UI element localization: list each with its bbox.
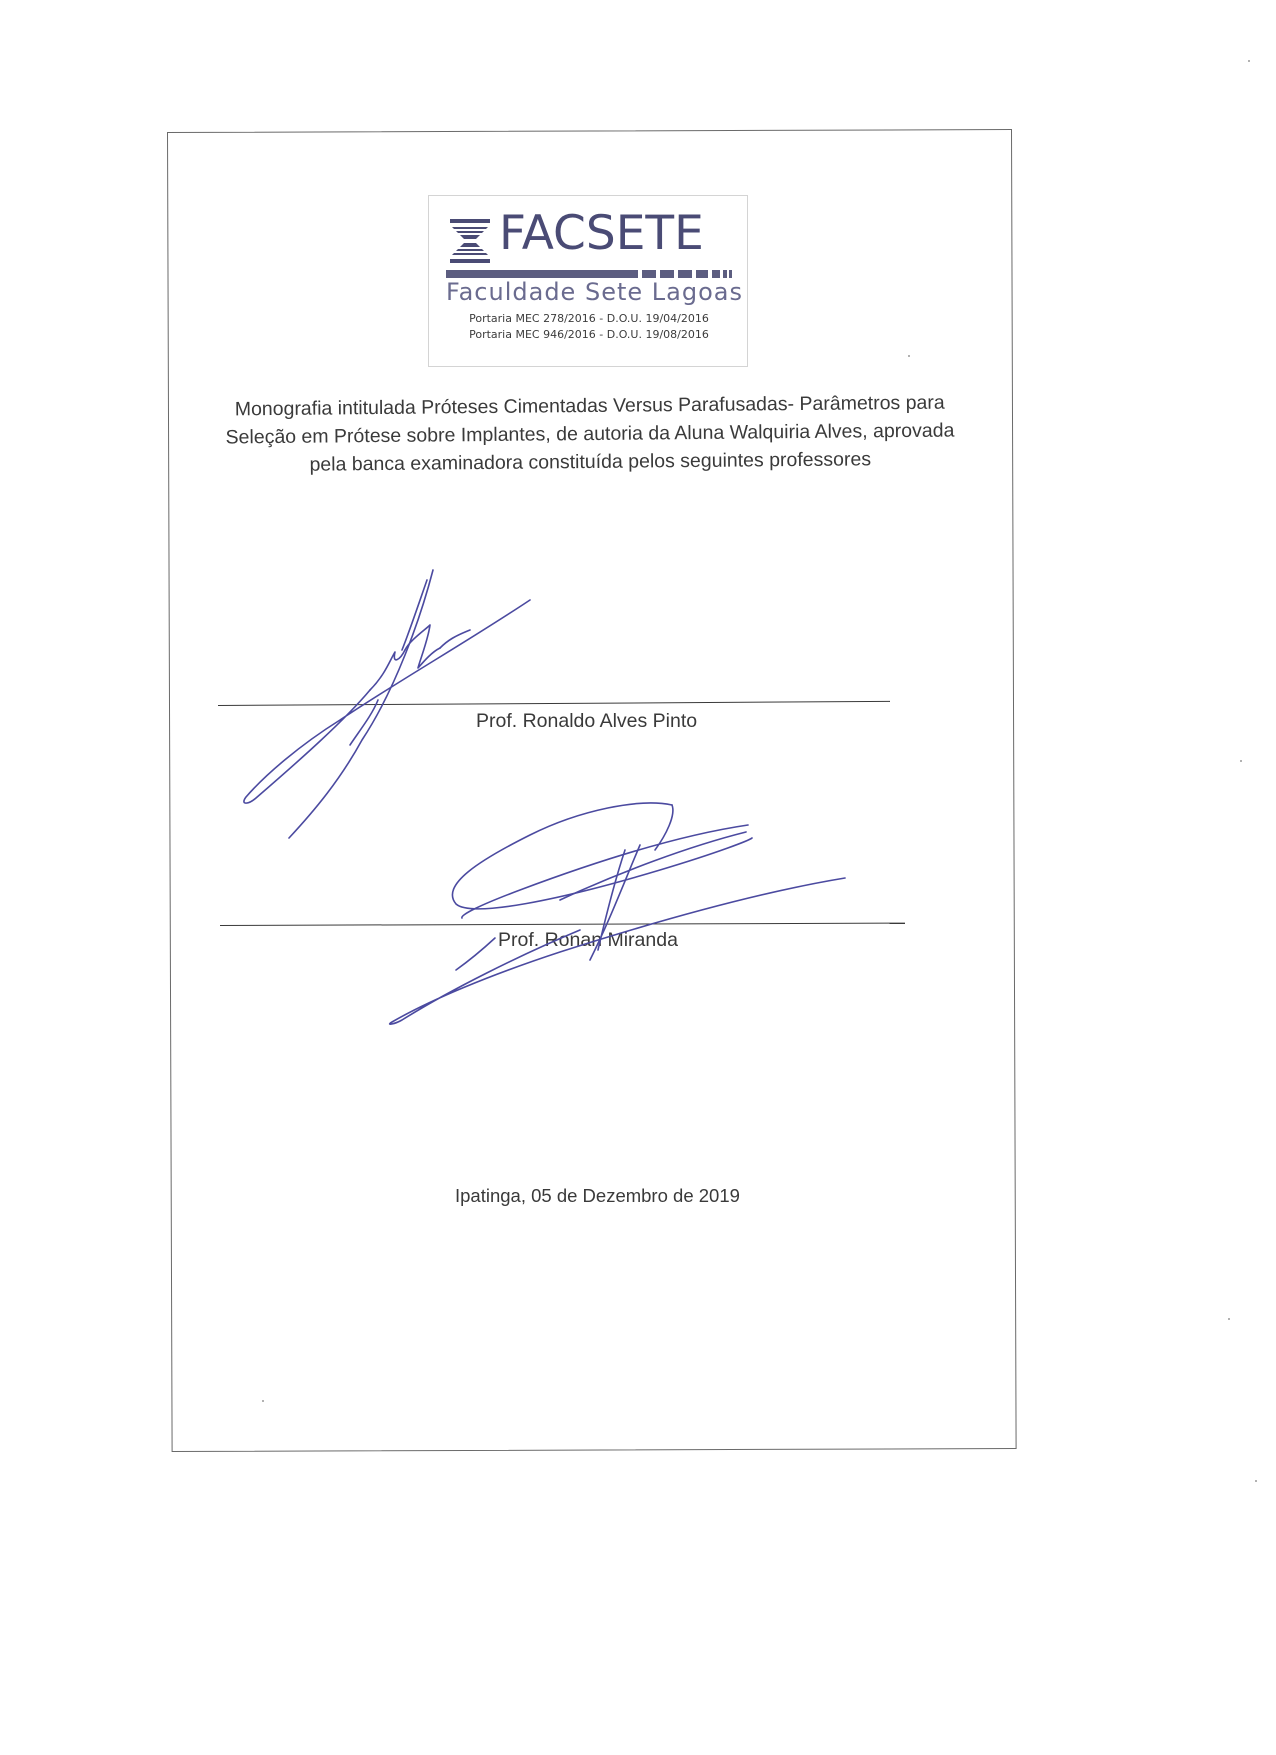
examiner-name-2: Prof. Ronan Miranda xyxy=(498,929,678,951)
examiner-name-1: Prof. Ronaldo Alves Pinto xyxy=(476,710,698,732)
place-and-date: Ipatinga, 05 de Dezembro de 2019 xyxy=(455,1185,740,1206)
portaria-line-2: Portaria MEC 946/2016 - D.O.U. 19/08/2016 xyxy=(469,328,709,341)
approval-statement-line: Seleção em Prótese sobre Implantes, de autoria da Aluna Walquiria Alves, aprovada xyxy=(225,419,955,449)
scan-speck xyxy=(1240,760,1242,762)
scan-speck xyxy=(908,355,910,357)
facsete-emblem-icon xyxy=(448,217,492,265)
portaria-line-1: Portaria MEC 278/2016 - D.O.U. 19/04/2016 xyxy=(469,312,709,325)
logo-name: FACSETE xyxy=(499,206,704,261)
scan-speck xyxy=(262,1400,264,1402)
facsete-logo xyxy=(428,195,748,367)
scan-speck xyxy=(1248,60,1250,62)
logo-subtitle: Faculdade Sete Lagoas xyxy=(446,278,743,306)
approval-statement-line: pela banca examinadora constituída pelos seguintes professores xyxy=(309,448,872,476)
approval-statement xyxy=(190,388,991,480)
approval-statement-line: Monografia intitulada Próteses Cimentadas Versus Parafusadas- Parâmetros para xyxy=(234,391,945,421)
scan-speck xyxy=(1255,1480,1257,1482)
logo-divider-bar xyxy=(446,270,732,278)
scan-speck xyxy=(1228,1318,1230,1320)
